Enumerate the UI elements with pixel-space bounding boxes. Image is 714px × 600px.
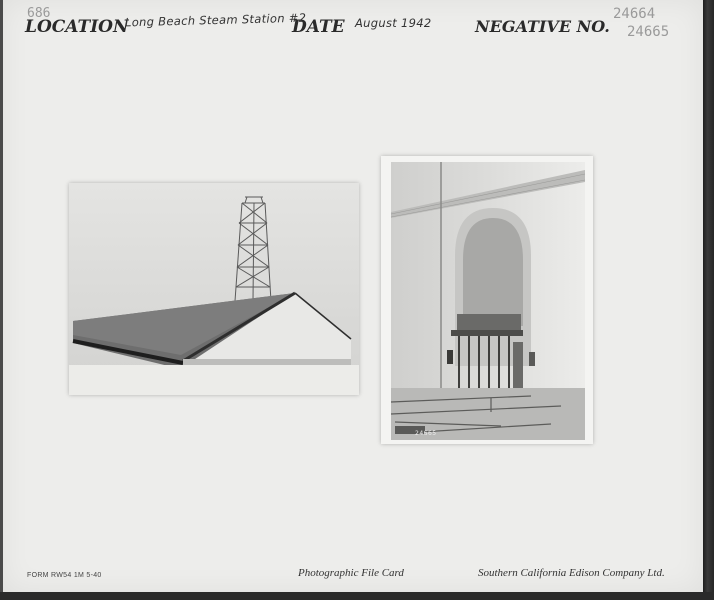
arched-doorway-image	[381, 156, 593, 444]
date-value: August 1942	[355, 16, 432, 30]
location-value: Long Beach Steam Station #2	[124, 10, 307, 30]
negative-number-2: 24665	[627, 24, 670, 40]
roof-tower-image	[69, 183, 359, 395]
company-name: Southern California Edison Company Ltd.	[478, 567, 665, 579]
card-title: Photographic File Card	[298, 567, 404, 579]
negative-number-1: 24664	[613, 6, 656, 22]
card-number: 686	[27, 6, 51, 21]
location-label: LOCATION	[25, 17, 129, 37]
photo-roof-tower	[69, 183, 359, 395]
scan-edge-bottom	[0, 592, 714, 600]
photo-negative-caption: 24665	[415, 430, 437, 437]
photo-arched-doorway	[381, 156, 593, 444]
form-code: FORM RW54 1M 5-40	[27, 572, 102, 579]
negative-number-label: NEGATIVE NO.	[475, 17, 610, 36]
scan-edge-right	[703, 0, 714, 600]
date-label: DATE	[292, 17, 345, 37]
file-card	[3, 0, 703, 592]
